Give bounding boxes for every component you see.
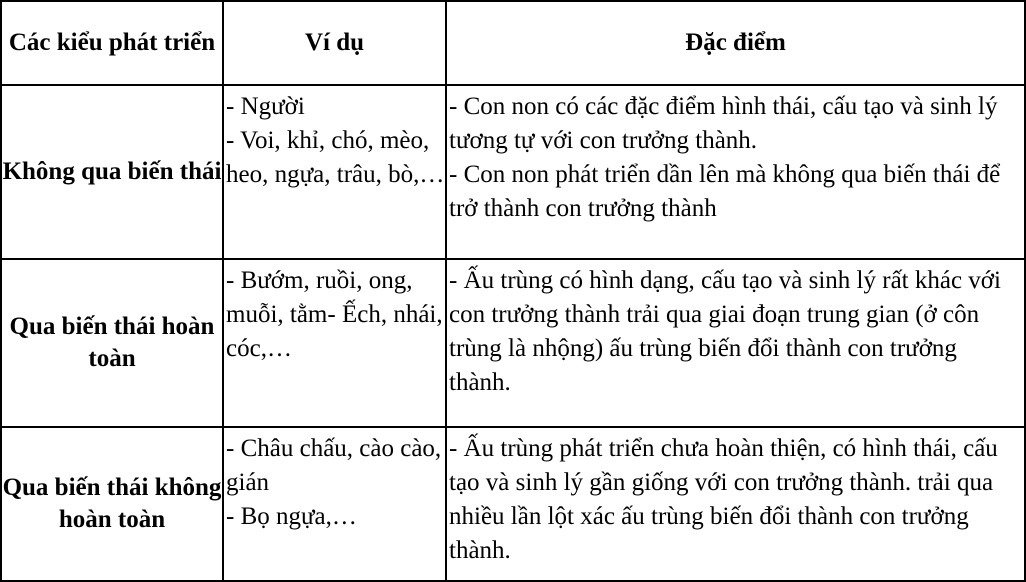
- examples-cell: [223, 427, 446, 581]
- header-development-types: Các kiểu phát triển: [1, 1, 223, 85]
- characteristics-cell: [446, 427, 1025, 581]
- header-characteristics: Đặc điểm: [446, 1, 1025, 85]
- table-header-row: [1, 1, 1025, 85]
- development-type-cell: Qua biến thái hoàn toàn: [1, 259, 223, 427]
- header-examples: Ví dụ: [223, 1, 446, 85]
- development-type-cell: Không qua biến thái: [1, 85, 223, 259]
- characteristics-text: - Con non có các đặc điểm hình thái, cấu tạo và sinh lý tương tự với con trưởng thành. - Con non phát triển dần lên mà không qua biến thái để trở thành con trưởng thành: [449, 93, 1001, 222]
- development-type-cell: Qua biến thái không hoàn toàn: [1, 427, 223, 581]
- examples-text: - Châu chấu, cào cào, gián - Bọ ngựa,…: [226, 435, 442, 530]
- characteristics-text: - Ấu trùng phát triển chưa hoàn thiện, có hình thái, cấu tạo và sinh lý gần giống với con trưởng thành. trải qua nhiều lần lột xác ấu trùng biến đổi thành con trưởng thành.: [449, 435, 1005, 564]
- characteristics-cell: [446, 259, 1025, 427]
- examples-text: - Người - Voi, khỉ, chó, mèo, heo, ngựa, trâu, bò,…: [226, 93, 445, 188]
- examples-cell: [223, 259, 449, 427]
- table-row: [1, 427, 1025, 581]
- table-row: [1, 259, 1025, 427]
- characteristics-cell: [446, 85, 1025, 259]
- table-row: [1, 85, 1025, 259]
- examples-text: - Bướm, ruồi, ong, muỗi, tằm- Ếch, nhái, cóc,…: [226, 267, 449, 362]
- characteristics-text: - Ấu trùng có hình dạng, cấu tạo và sinh lý rất khác với con trưởng thành trải qua giai đoạn trung gian (ở côn trùng là nhộng) ấu trùng biến đổi thành con trưởng thành.: [449, 267, 1008, 396]
- examples-cell: [223, 85, 446, 259]
